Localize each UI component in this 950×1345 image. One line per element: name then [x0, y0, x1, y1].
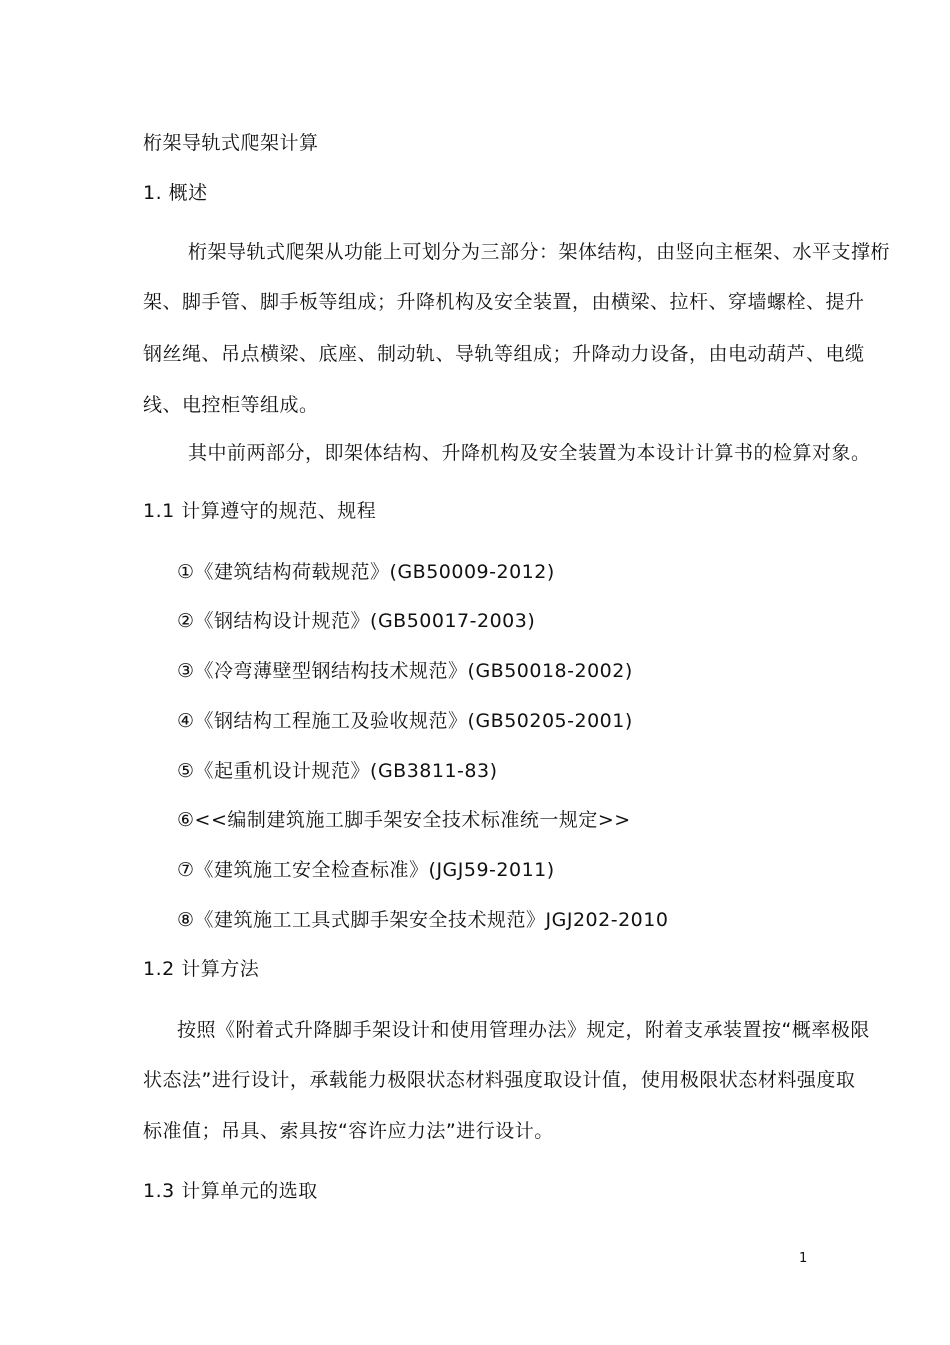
paragraph-line: 标准值；吊具、索具按“容许应力法”进行设计。 [143, 1120, 554, 1142]
standard-item: ①《建筑结构荷载规范》(GB50009-2012) [177, 561, 555, 583]
paragraph-line: 架、脚手管、脚手板等组成；升降机构及安全装置，由横梁、拉杆、穿墙螺栓、提升 [143, 291, 865, 313]
section-heading-method: 1.2 计算方法 [143, 958, 260, 980]
section-heading-unit: 1.3 计算单元的选取 [143, 1180, 318, 1202]
standard-item: ③《冷弯薄壁型钢结构技术规范》(GB50018-2002) [177, 660, 633, 682]
page-number: 1 [799, 1251, 808, 1266]
standard-item: ⑧《建筑施工工具式脚手架安全技术规范》JGJ202-2010 [177, 909, 669, 931]
paragraph-line: 桁架导轨式爬架从功能上可划分为三部分：架体结构，由竖向主框架、水平支撑桁 [188, 241, 891, 263]
standard-item: ⑦《建筑施工安全检查标准》(JGJ59-2011) [177, 859, 555, 881]
section-heading-standards: 1.1 计算遵守的规范、规程 [143, 500, 377, 522]
standard-item: ④《钢结构工程施工及验收规范》(GB50205-2001) [177, 710, 633, 732]
paragraph-line: 状态法”进行设计，承载能力极限状态材料强度取设计值，使用极限状态材料强度取 [143, 1069, 856, 1091]
standard-item: ②《钢结构设计规范》(GB50017-2003) [177, 610, 536, 632]
document-title: 桁架导轨式爬架计算 [143, 132, 319, 154]
standard-item: ⑤《起重机设计规范》(GB3811-83) [177, 760, 498, 782]
paragraph-line: 按照《附着式升降脚手架设计和使用管理办法》规定，附着支承装置按“概率极限 [177, 1019, 870, 1041]
paragraph-line: 钢丝绳、吊点横梁、底座、制动轨、导轨等组成；升降动力设备，由电动葫芦、电缆 [143, 343, 865, 365]
paragraph-line: 线、电控柜等组成。 [143, 394, 319, 416]
section-heading-overview: 1. 概述 [143, 182, 208, 204]
standard-item: ⑥<<编制建筑施工脚手架安全技术标准统一规定>> [177, 809, 631, 831]
paragraph-line: 其中前两部分，即架体结构、升降机构及安全装置为本设计计算书的检算对象。 [188, 442, 871, 464]
